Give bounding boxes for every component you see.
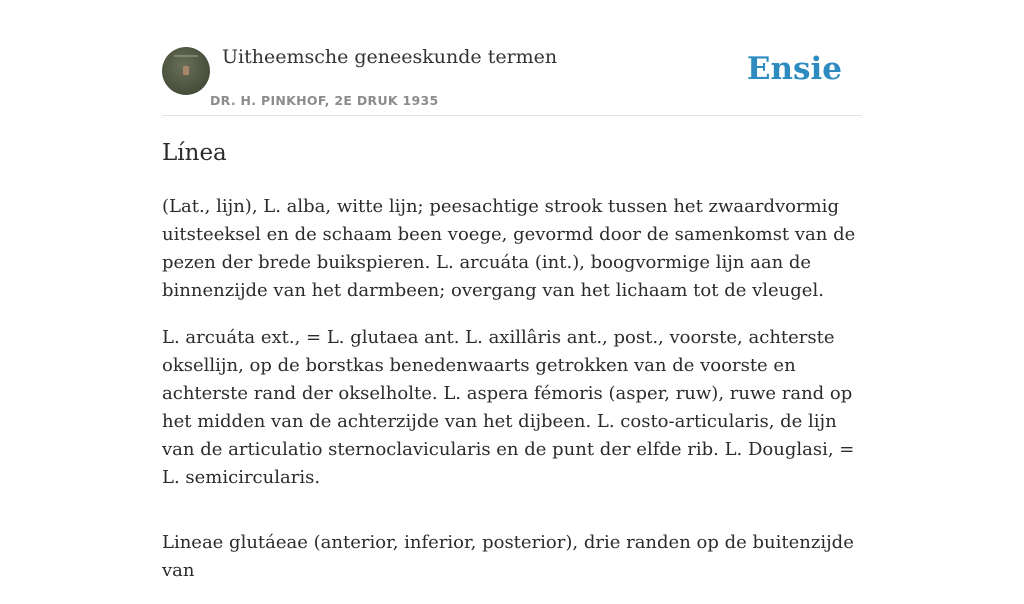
book-author: DR. H. PINKHOF, 2E DRUK 1935 (210, 93, 439, 108)
book-cover-label (183, 66, 189, 75)
entry-content (162, 193, 862, 604)
entry-paragraph: L. arcuáta ext., = L. glutaea ant. L. axillâris ant., post., voorste, achterste oksellijn, op de borstkas benedenwaarts getrokken van de voorste en achterste rand der okselholte. L. aspera fémoris (asper, ruw), ruwe rand op het midden van de achterzijde van het dijbeen. L. costo-articularis, de lijn van de articulatio sternoclavicularis en de punt der elfde rib. L. Douglasi, = L. semicircularis. (162, 327, 855, 488)
entry-paragraph: Lineae glutáeae (anterior, inferior, posterior), drie randen op de buitenzijde van (162, 532, 854, 581)
book-cover-avatar[interactable] (162, 47, 210, 95)
page (162, 0, 862, 581)
header (162, 0, 862, 116)
entry-paragraph: (Lat., lijn), L. alba, witte lijn; peesachtige strook tussen het zwaardvormig uitsteeksel en de schaam been voege, gevormd door de samenkomst van de pezen der brede buikspieren. L. arcuáta (int.), boogvormige lijn aan de binnenzijde van het darmbeen; overgang van het lichaam tot de vleugel. (162, 196, 856, 301)
entry-title: Línea (162, 140, 227, 166)
ensie-logo[interactable]: Ensie (746, 51, 842, 87)
book-cover-title-strip (174, 55, 198, 57)
book-title[interactable]: Uitheemsche geneeskunde termen (222, 46, 558, 68)
